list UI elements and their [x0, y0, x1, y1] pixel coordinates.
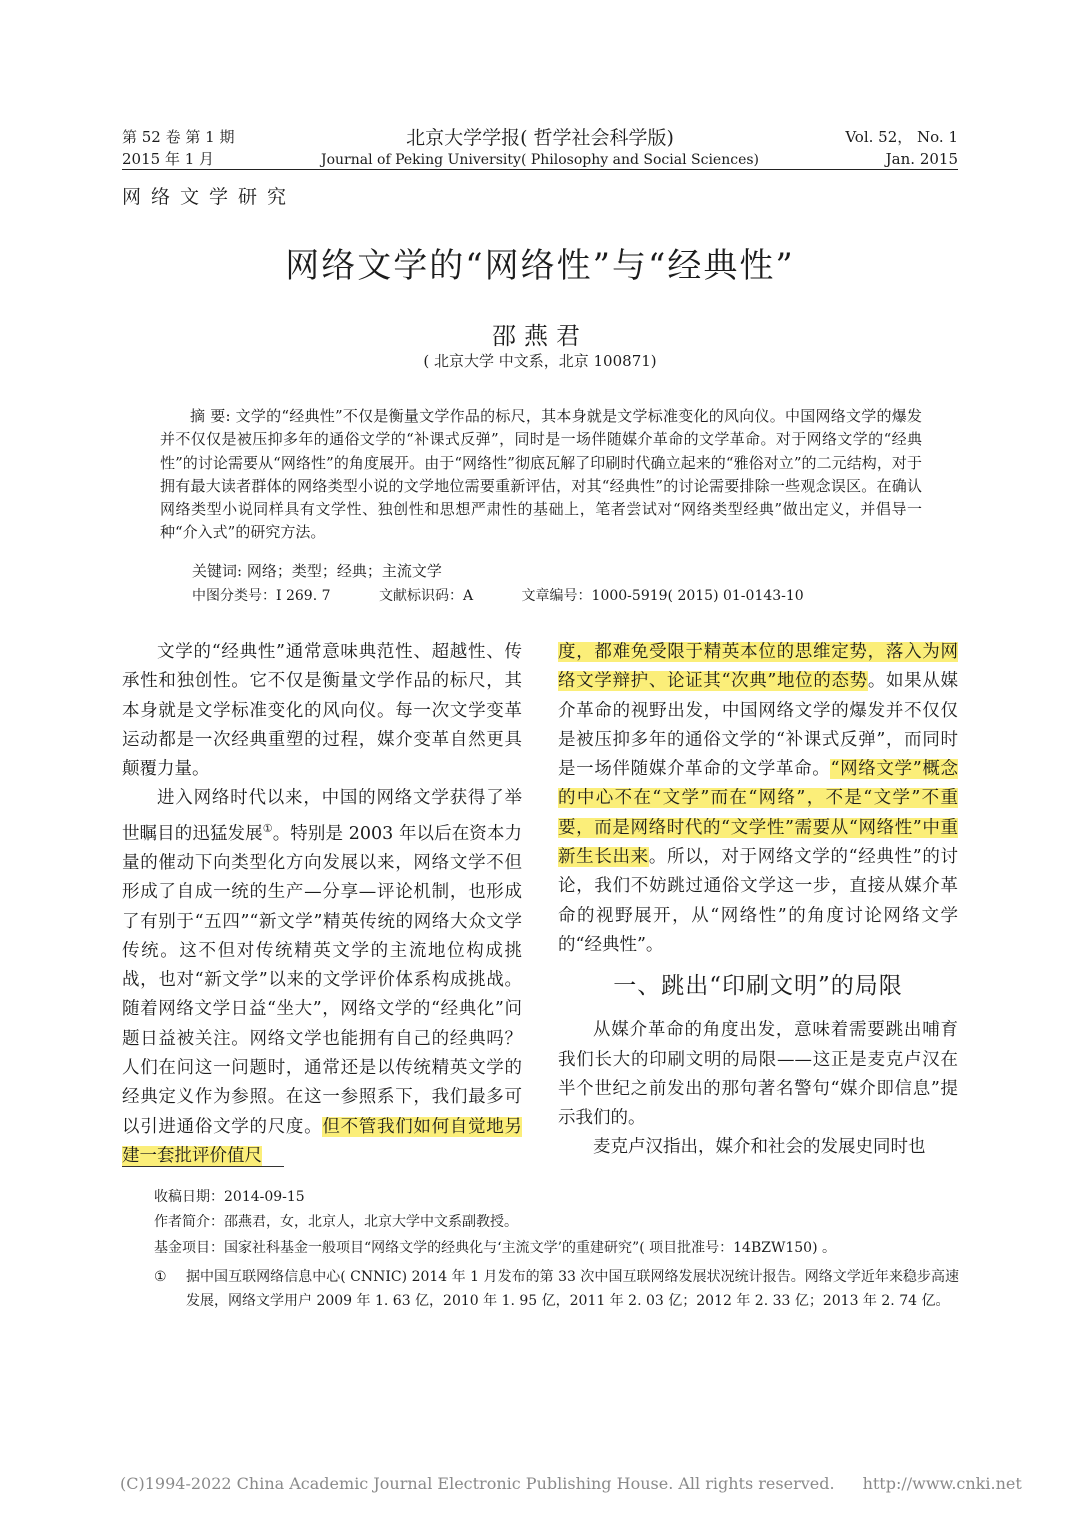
cnki-link[interactable]: http://www.cnki.net: [862, 1474, 1022, 1493]
footnote-ref[interactable]: ①: [262, 821, 273, 835]
highlighted-text: “网络文学”概念的中心不在“文学”而在“网络”，不是“文学”不重要，而是网络时代的“文学性”需要从“网络性”中重新生长出来: [558, 759, 958, 868]
classification-line: [192, 585, 848, 607]
section-heading: 一、跳出“印刷文明”的局限: [613, 973, 903, 1000]
copyright-text: (C)1994-2022 China Academic Journal Electronic Publishing House. All rights reserved.: [120, 1474, 835, 1493]
footnote-text: 据中国互联网络信息中心( CNNIC) 2014 年 1 月发布的第 33 次中国互联网络发展状况统计报告。网络文学近年来稳步高速发展，网络文学用户 2009 年 1. 63 亿，2010 年 1. 95 亿，2011 年 2. 03 亿；2012 年 2. 33 亿；2013 年 2. 74 亿。: [186, 1269, 959, 1309]
clc-number: 中图分类号：I 269. 7: [192, 588, 331, 604]
body-paragraph: 文学的“经典性”通常意味典范性、超越性、传承性和独创性。它不仅是衡量文学作品的标尺，其本身就是文学标准变化的风向仪。每一次文学变革运动都是一次经典重塑的过程，媒介变革自然更具颠覆力量。: [122, 642, 522, 780]
issue-date-en: Jan. 2015: [885, 150, 958, 168]
body-text: 进入网络时代以来，中国的网络文学获得了举世瞩目的迅猛发展: [122, 788, 522, 844]
footnote-mark: ①: [154, 1269, 167, 1285]
header-divider: [122, 169, 958, 170]
document-code: 文献标识码：A: [378, 588, 474, 604]
author-affiliation: ( 北京大学 中文系，北京 100871): [423, 352, 657, 370]
article-title: 网络文学的“网络性”与“经典性”: [285, 246, 795, 286]
copyright-notice: [120, 1474, 1022, 1493]
body-text: 。如果从媒介革命的视野出发，中国网络文学的爆发并不仅仅是被压抑多年的通俗文学的“补课式反弹”，而同时是一场伴随媒介革命的文学革命。: [558, 671, 958, 780]
journal-name-cn: 北京大学学报( 哲学社会科学版): [406, 127, 674, 149]
article-number: 文章编号：1000-5919( 2015) 01-0143-10: [521, 588, 804, 604]
author-name: 邵燕君: [492, 322, 588, 350]
footnote-divider: [122, 1166, 284, 1167]
body-text: 。所以，对于网络文学的“经典性”的讨论，我们不妨跳过通俗文学这一步，直接从媒介革命的视野展开，从“网络性”的角度讨论网络文学的“经典性”。: [558, 847, 958, 955]
body-paragraph: 从媒介革命的角度出发，意味着需要跳出哺育我们长大的印刷文明的局限——这正是麦克卢汉在半个世纪之前发出的那句著名警句“媒介即信息”提示我们的。: [558, 1020, 958, 1129]
funding-info: 基金项目：国家社科基金一般项目“网络文学的经典化与‘主流文学’的重建研究”( 项目批准号：14BZW150) 。: [154, 1240, 836, 1256]
body-paragraph: 麦克卢汉指出，媒介和社会的发展史同时也: [593, 1137, 926, 1158]
body-right-column: [558, 638, 958, 1163]
column-name: 网络文学研究: [122, 186, 297, 208]
keywords-text: 网络；类型；经典；主流文学: [246, 562, 442, 580]
body-left-column: [122, 638, 522, 1171]
abstract-label: 摘 要:: [190, 407, 231, 425]
volume-issue: 第 52 卷 第 1 期: [122, 128, 235, 146]
received-date: 收稿日期：2014-09-15: [154, 1189, 305, 1205]
body-paragraph: [558, 638, 958, 960]
author-bio: 作者简介：邵燕君，女，北京人，北京大学中文系副教授。: [154, 1214, 518, 1230]
keywords: [192, 560, 442, 583]
journal-name-en: Journal of Peking University( Philosophy and Social Sciences): [321, 152, 759, 168]
keywords-label: 关键词:: [192, 562, 243, 580]
body-text: 。特别是 2003 年以后在资本力量的催动下向类型化方向发展以来，网络文学不但形成了自成一统的生产—分享—评论机制，也形成了有别于“五四”“新文学”精英传统的网络大众文学传统。这不但对传统精英文学的主流地位构成挑战，也对“新文学”以来的文学评价体系构成挑战。随着网络文学日益“坐大”，网络文学的“经典化”问题日益被关注。网络文学也能拥有自己的经典吗？人们在问这一问题时，通常还是以传统精英文学的经典定义作为参照。在这一参照系下，我们最多可以引进通俗文学的尺度。: [122, 823, 522, 1137]
journal-name: [300, 126, 780, 170]
abstract-text: 文学的“经典性”不仅是衡量文学作品的标尺，其本身就是文学标准变化的风向仪。中国网络文学的爆发并不仅仅是被压抑多年的通俗文学的“补课式反弹”，同时是一场伴随媒介革命的文学革命。对于网络文学的“经典性”的讨论需要从“网络性”的角度展开。由于“网络性”彻底瓦解了印刷时代确立起来的“雅俗对立”的二元结构，对于拥有最大读者群体的网络类型小说的文学地位需要重新评估，对其“经典性”的讨论需要排除一些观念误区。在确认网络类型小说同样具有文学性、独创性和思想严肃性的基础上，笔者尝试对“网络类型经典”做出定义，并倡导一种“介入式”的研究方法。: [160, 407, 922, 542]
issue-date: 2015 年 1 月: [122, 150, 215, 168]
volume-issue-en: Vol. 52， No. 1: [845, 128, 958, 146]
journal-issue-info: [122, 126, 234, 170]
body-paragraph: [122, 784, 522, 1171]
footnote: [154, 1265, 959, 1313]
abstract: [160, 405, 922, 545]
highlighted-text: 度，都难免受限于精英本位的思维定势，落入为网络文学辩护、论证其“次典”地位的态势: [558, 642, 958, 692]
highlighted-text: 但不管我们如何自觉地另建一套批评价值尺: [122, 1116, 523, 1166]
journal-issue-info-en: [845, 126, 958, 170]
